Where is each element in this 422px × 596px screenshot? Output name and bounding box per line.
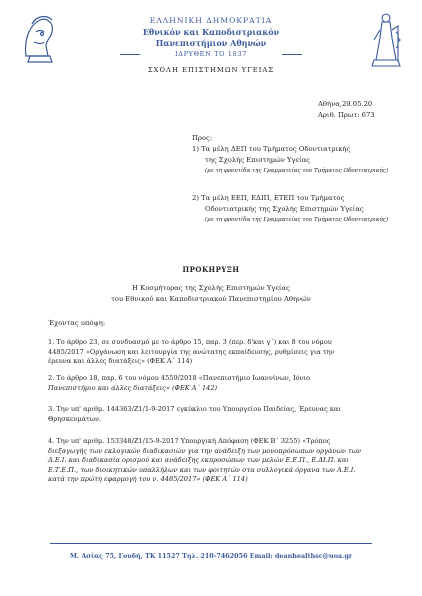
recipient-1-line-1: 1) Τα μέλη ΔΕΠ του Τμήματος Οδοντιατρικής xyxy=(192,145,351,153)
item-1-line-1: 1. Το άρθρο 23, σε συνδυασμό με το άρθρο 15, παρ. 3 (περ. δ'και γ΄) και 8 του νόμου xyxy=(48,338,332,346)
footer-divider xyxy=(50,543,372,544)
recipient-2-line-1: 2) Τα μέλη ΕΕΠ, ΕΔΙΠ, ΕΤΕΠ του Τμήματος xyxy=(192,194,345,202)
header-school: ΣΧΟΛΗ ΕΠΙΣΤΗΜΩΝ ΥΓΕΙΑΣ xyxy=(147,66,275,74)
header-university-line2: Πανεπιστήμιον Αθηνών xyxy=(155,38,267,48)
university-emblem-icon xyxy=(18,12,58,64)
item-3 xyxy=(48,405,378,424)
item-3-line-2: Θρησκευμάτων. xyxy=(48,414,102,423)
footer-contact: Μ. Ασίας 75, Γουδή, ΤΚ 11527 Τηλ. 210-7462056 Email: deanhealthsc@uoa.gr xyxy=(69,552,353,560)
protocol-number: Αριθ. Πρωτ: 673 xyxy=(318,111,375,119)
item-1 xyxy=(48,338,378,367)
item-1-line-2: 4485/2017 «Οργάνωση και λειτουργία της ανώτατης εκπαίδευσης, ρυθμίσεις για την xyxy=(48,347,335,356)
item-2-line-2: Πανεπιστήμιο και άλλες διατάξεις» (ΦΕΚ Α΄ 142) xyxy=(48,383,218,392)
recipient-2-note: (με τη φροντίδα της Γραμματείας του Τμήματος Οδοντιατρικής) xyxy=(205,217,389,223)
item-4-line-4: Ε.Τ.Ε.Π., των διοικητικών υπαλλήλων και των φοιτητών στα συλλογικά όργανα των Α.Ε.Ι. xyxy=(48,465,356,474)
announcement-title: ΠΡΟΚΗΡΥΞΗ xyxy=(182,265,240,274)
divider-right xyxy=(282,54,302,55)
item-3-line-1: 3. Την υπ' αριθμ. 144363/Ζ1/1-9-2017 εγκύκλιο του Υπουργείου Παιδείας, Έρευνας και xyxy=(48,405,342,413)
item-4-line-1: 4. Την υπ' αριθμ. 153348/Ζ1/15-9-2017 Υπουργική Απόφαση (ΦΕΚ Β΄ 3255) «Τρόπος xyxy=(48,437,331,445)
intro-text: Έχοντας υπόψη: xyxy=(48,319,106,327)
recipient-1-note: (με τη φροντίδα της Γραμματείας του Τμήματος Οδοντιατρικής) xyxy=(205,168,389,174)
item-2 xyxy=(48,374,378,393)
announcement-subtitle-2: του Εθνικού και Καποδιστριακού Πανεπιστημίου Αθηνών xyxy=(111,295,311,303)
recipient-1-line-2: της Σχολής Επιστημών Υγείας xyxy=(205,156,311,164)
item-1-line-3: έρευνα και άλλες διατάξεις» (ΦΕΚ Α΄ 114) xyxy=(48,357,193,366)
item-4-line-2: διεξαγωγής των εκλογικών διαδικασιών για την ανάδειξη των μονοπρόσωπων οργάνων των xyxy=(48,446,362,455)
item-4 xyxy=(48,437,378,485)
document-date: Αθήνα,29.05.20 xyxy=(318,100,373,108)
school-emblem-icon xyxy=(366,10,406,68)
item-4-line-5: κατά την πρώτη εφαρμογή του ν. 4485/2017» (ΦΕΚ Α΄ 114) xyxy=(48,475,248,484)
item-2-line-1: 2. Το άρθρο 18, παρ. 6 του νόμου 4559/2018 «Πανεπιστήμιο Ιωαννίνων, Ιόνιο xyxy=(48,374,311,382)
item-4-line-3: Α.Ε.Ι. και διαδικασία ορισμού και ανάδειξης εκπροσώπων των μελών Ε.Ε.Π., Ε.ΔΙ.Π. και xyxy=(48,456,350,465)
header-university-line1: Εθνικόν και Καποδιστριακόν xyxy=(142,27,280,37)
header-founded: ΙΔΡΥΘΕΝ ΤΟ 1837 xyxy=(175,50,247,58)
header-country: ΕΛΛΗΝΙΚΗ ΔΗΜΟΚΡΑΤΙΑ xyxy=(149,16,273,25)
recipient-2-line-2: Οδοντιατρικής της Σχολής Επιστημών Υγείας xyxy=(205,205,364,213)
announcement-subtitle-1: Η Κοσμήτορας της Σχολής Επιστημών Υγείας xyxy=(132,284,290,292)
recipients-title: Προς: xyxy=(192,134,213,142)
